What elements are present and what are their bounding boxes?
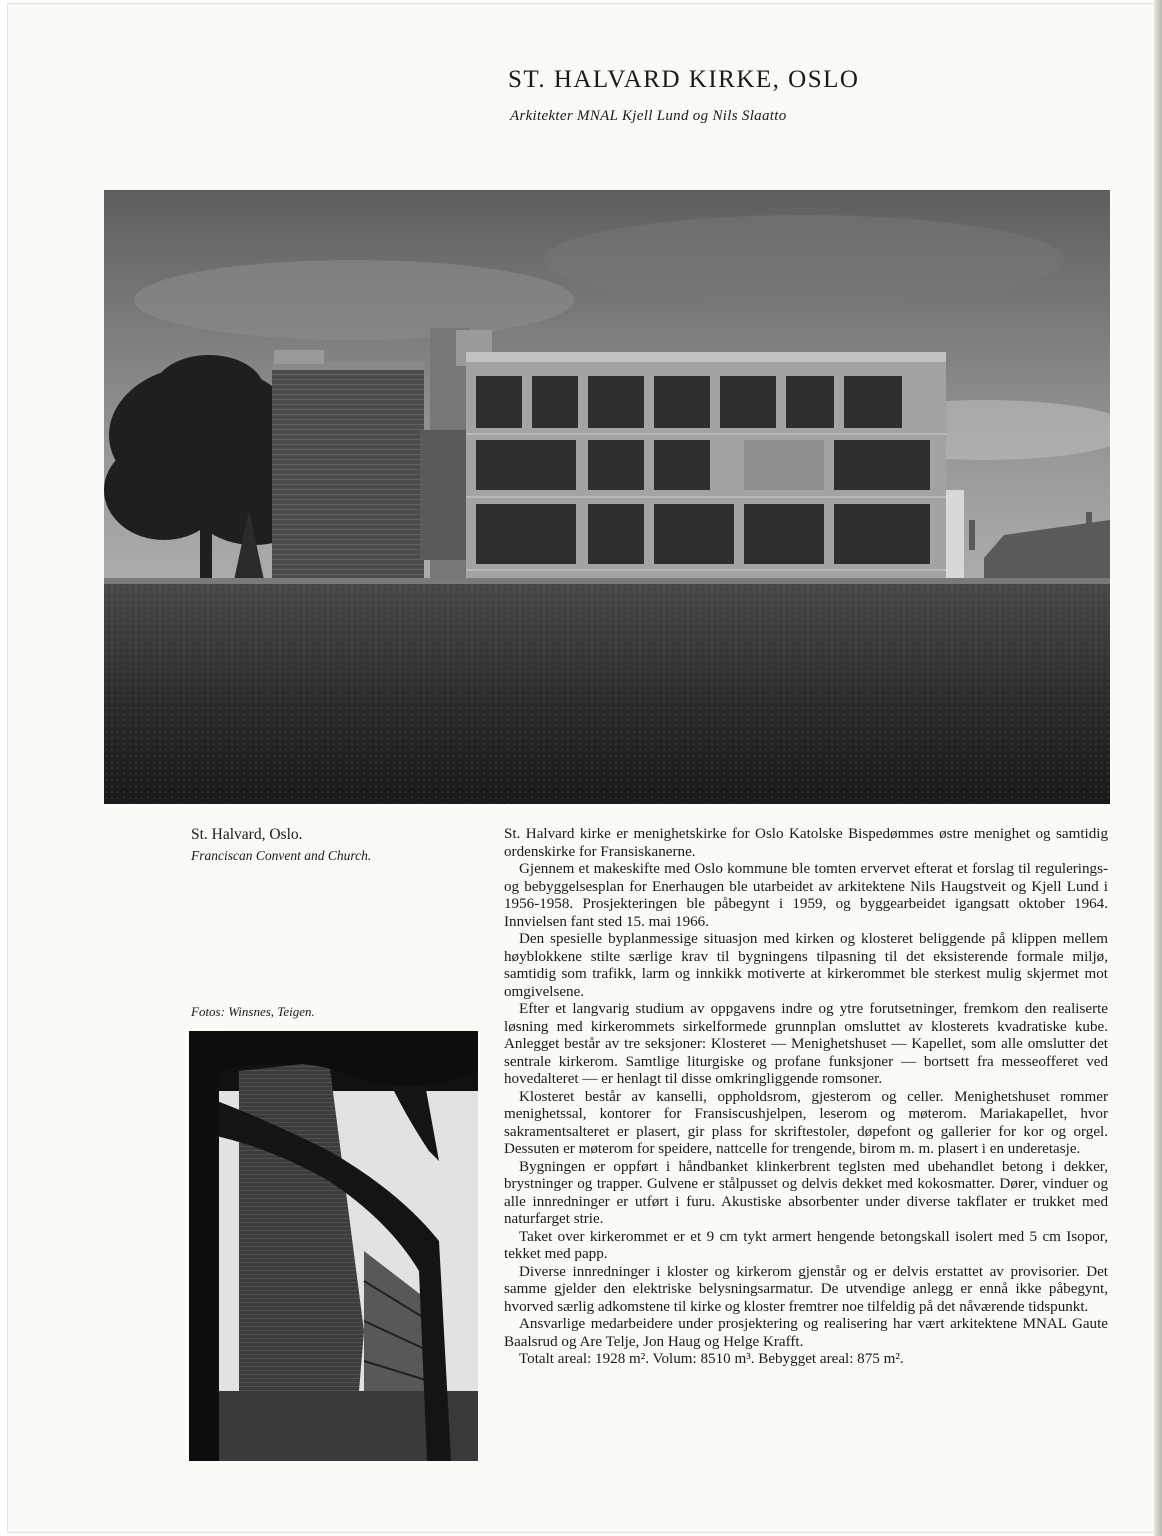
photo-caption-english: Franciscan Convent and Church. bbox=[191, 848, 372, 863]
body-paragraph: Ansvarlige medarbeidere under prosjektering og realisering har vært arkitektene MNAL Gaute Baalsrud og Are Telje, Jon Haug og Helge Krafft. bbox=[504, 1316, 1108, 1350]
article-body bbox=[504, 826, 1108, 1369]
body-paragraph: Bygningen er oppført i håndbanket klinkerbrent teglsten med ubehandlet betong i dekker, brystninger og trapper. Gulvene er stålpusset og delvis dekket med kokosmatter. Dører, vinduer og alle innredninger er utført i furu. Akustiske absorbenter under diverse takflater er trukket med naturfarget strie. bbox=[504, 1158, 1108, 1227]
body-paragraph: Gjennem et makeskifte med Oslo kommune ble tomten ervervet efterat et forslag til regulerings- og bebyggelsesplan for Enerhaugen ble utarbeidet av arkitektene Nils Haugstveit og Kjell Lund i 1956-1958. Prosjekteringen ble påbegynt i 1959, og byggearbeidet igangsatt oktober 1964. Innvielsen fant sted 15. mai 1966. bbox=[504, 861, 1108, 930]
body-paragraph: St. Halvard kirke er menighetskirke for Oslo Katolske Bispedømmes østre menighet og samtidig ordenskirke for Fransiskanerne. bbox=[504, 826, 1108, 860]
page-edge bbox=[1154, 0, 1162, 1536]
body-paragraph: Klosteret består av kanselli, oppholdsrom, gjesterom og celler. Menighetshuset rommer menighetssal, kontorer for Fransiscushjelpen, leserom og møterom. Mariakapellet, hvor sakramentsalteret er plasert, gir plass for skriftestoler, døpefont og gallerier for kor og orgel. Dessuten er møterom for speidere, nattcelle for trengende, birom m. m. plasert i en underetasje. bbox=[504, 1088, 1108, 1157]
brick-wall-photo bbox=[189, 1031, 478, 1461]
photo-credit: Fotos: Winsnes, Teigen. bbox=[191, 1004, 315, 1019]
body-paragraph: Taket over kirkerommet er et 9 cm tykt armert hengende betongskall isolert med 5 cm Isopor, tekket med papp. bbox=[504, 1228, 1108, 1262]
page bbox=[8, 4, 1156, 1532]
body-paragraph: Totalt areal: 1928 m². Volum: 8510 m³. Bebygget areal: 875 m². bbox=[519, 1351, 904, 1367]
photo-caption-title: St. Halvard, Oslo. bbox=[191, 826, 303, 843]
architects-subtitle: Arkitekter MNAL Kjell Lund og Nils Slaatto bbox=[510, 108, 787, 124]
article-title: ST. HALVARD KIRKE, OSLO bbox=[508, 66, 860, 93]
building-exterior-photo bbox=[104, 190, 1110, 804]
body-paragraph: Diverse innredninger i kloster og kirkerom gjenstår og er delvis erstattet av provisorier. Det samme gjelder den elektriske belysningsarmatur. De utvendige anlegg er ennå ikke påbegynt, hvorved særlig adkomstene til kirke og kloster fremtrer noe tilfeldig på det nåværende tidspunkt. bbox=[504, 1263, 1108, 1315]
body-paragraph: Den spesielle byplanmessige situasjon med kirken og klosteret beliggende på klippen mellem høyblokkene stilte særlige krav til bygningens tilpasning til det eksisterende formale miljø, samtidig som trafikk, larm og innkikk motiverte at kirkerommet ble sterkest mulig skjermet mot omgivelsene. bbox=[504, 931, 1108, 1000]
body-paragraph: Efter et langvarig studium av oppgavens indre og ytre forutsetninger, fremkom den realiserte løsning med kirkerommets sirkelformede grunnplan omsluttet av klosterets kvadratiske kube. Anlegget består av tre seksjoner: Klosteret — Menighetshuset — Kapellet, som alle omslutter det sentrale kirkerom. Samtlige liturgiske og profane funksjoner — bortsett fra messeofferet ved hovedalteret — er henlagt til disse omkringliggende romsoner. bbox=[504, 1001, 1108, 1087]
